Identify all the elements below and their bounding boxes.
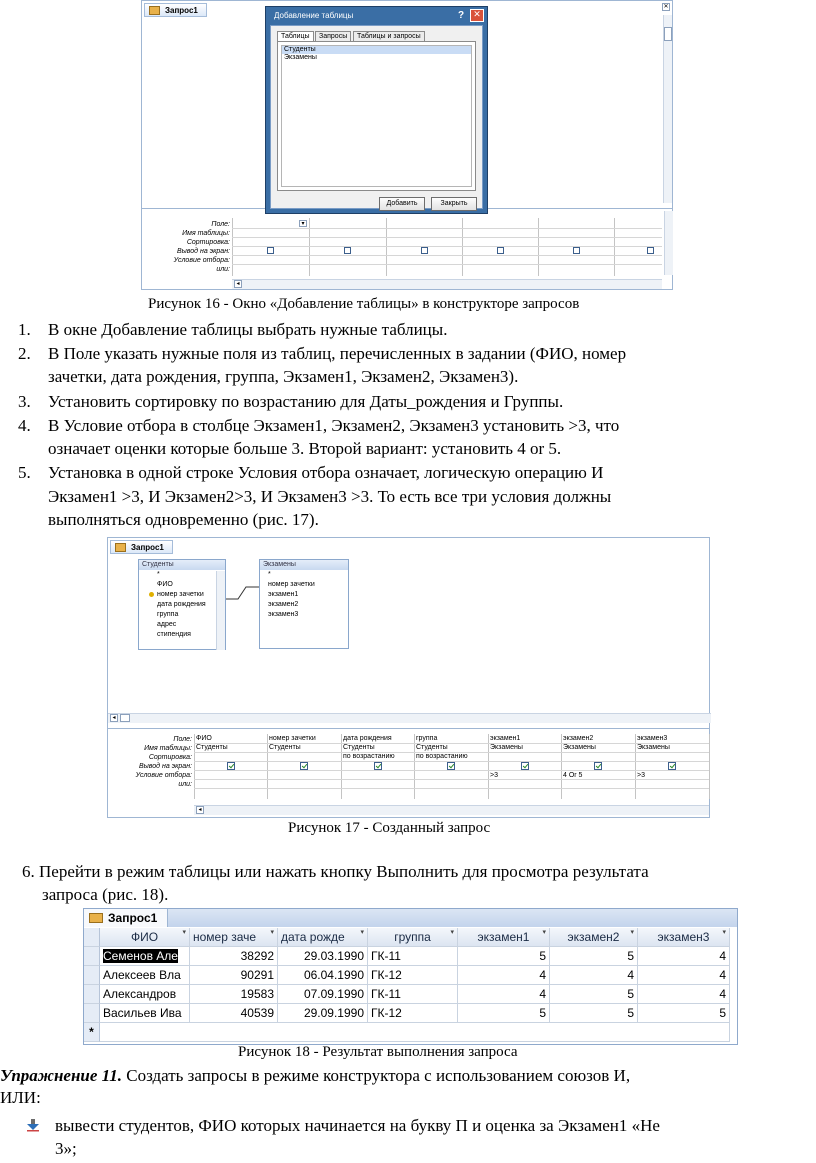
grid-field-cell[interactable]: ФИО <box>196 735 212 742</box>
table-field[interactable]: экзамен3 <box>268 611 299 618</box>
show-checkbox[interactable] <box>374 762 382 770</box>
grid-criteria-cell[interactable]: >3 <box>490 772 498 779</box>
table-cell[interactable]: 5 <box>638 1004 730 1023</box>
grid-criteria-cell[interactable]: 4 Or 5 <box>563 772 583 779</box>
table-cell[interactable]: 5 <box>550 985 638 1004</box>
grid-row-label: Имя таблицы: <box>144 745 192 752</box>
new-record-row[interactable] <box>100 1023 730 1042</box>
figure-17-caption: Рисунок 17 - Созданный запрос <box>288 820 491 836</box>
table-field[interactable]: ФИО <box>157 581 173 588</box>
grid-row-label: Поле: <box>211 221 230 228</box>
show-checkbox[interactable] <box>497 247 504 254</box>
table-field[interactable]: * <box>268 571 271 578</box>
exercise-label: Упражнение 11. <box>0 1066 122 1085</box>
tables-panel <box>277 41 476 191</box>
chevron-down-icon[interactable]: ▾ <box>299 220 307 227</box>
grid-table-cell[interactable]: Экзамены <box>490 744 523 751</box>
help-icon[interactable]: ? <box>457 10 465 21</box>
bullet-item: вывести студентов, ФИО которых начинается на букву П и оценка за Экзамен1 «Не <box>55 1116 660 1135</box>
table-cell[interactable]: 5 <box>458 947 550 966</box>
chevron-down-icon[interactable]: ▾ <box>630 928 634 936</box>
query-tab[interactable]: Запрос1 <box>84 909 168 927</box>
grid-table-cell[interactable]: Студенты <box>416 744 448 751</box>
table-title: Студенты <box>139 560 225 570</box>
show-checkbox[interactable] <box>227 762 235 770</box>
query-design-grid <box>108 728 710 818</box>
table-field[interactable]: экзамен2 <box>268 601 299 608</box>
tab-tables-and-queries[interactable]: Таблицы и запросы <box>353 31 425 42</box>
table-cell[interactable]: Александров <box>100 985 190 1004</box>
figure-17-screenshot <box>107 537 710 818</box>
chevron-left-icon[interactable]: ◂ <box>110 714 118 722</box>
grid-field-cell[interactable]: группа <box>416 735 438 742</box>
table-cell[interactable]: 40539 <box>190 1004 278 1023</box>
list-item-continuation: выполняться одновременно (рис. 17). <box>48 510 319 529</box>
grid-table-cell[interactable]: Студенты <box>269 744 301 751</box>
table-field[interactable]: группа <box>157 611 179 618</box>
table-scrollbar[interactable] <box>216 571 225 650</box>
grid-table-cell[interactable]: Экзамены <box>637 744 670 751</box>
grid-table-cell[interactable]: Студенты <box>343 744 375 751</box>
grid-vertical-scrollbar[interactable] <box>664 211 673 275</box>
table-field[interactable]: номер зачетки <box>139 590 225 600</box>
grid-row-label: Поле: <box>173 736 192 743</box>
grid-row-label: Вывод на экран: <box>138 763 192 770</box>
grid-row-label: Сортировка: <box>148 754 192 761</box>
close-icon[interactable]: ✕ <box>470 9 484 22</box>
grid-row-label: или: <box>216 266 230 273</box>
table-cell[interactable]: 90291 <box>190 966 278 985</box>
row-selector[interactable] <box>84 1004 100 1023</box>
column-header-exam1[interactable]: экзамен1 ▾ <box>458 928 550 947</box>
exams-table-box[interactable] <box>259 559 349 649</box>
grid-row-label: Условие отбора: <box>135 772 192 779</box>
query-tab[interactable]: Запрос1 <box>110 540 173 554</box>
step-6-line: 6. Перейти в режим таблицы или нажать кнопку Выполнить для просмотра результата <box>22 862 649 881</box>
bullet-item-cont: 3»; <box>55 1139 77 1158</box>
table-cell[interactable]: Семенов Але <box>100 947 190 966</box>
table-cell[interactable]: 29.03.1990 <box>278 947 368 966</box>
grid-field-cell[interactable]: экзамен1 <box>490 735 521 742</box>
dialog-body <box>270 25 483 209</box>
show-checkbox[interactable] <box>447 762 455 770</box>
show-checkbox[interactable] <box>647 247 654 254</box>
column-header-exam2[interactable]: экзамен2 ▾ <box>550 928 638 947</box>
table-cell[interactable]: 07.09.1990 <box>278 985 368 1004</box>
list-item-continuation: Экзамен1 >3, И Экзамен2>3, И Экзамен3 >3. То есть все три условия должны <box>48 487 612 506</box>
grid-row-label: Сортировка: <box>186 239 230 246</box>
column-header-exam3[interactable]: экзамен3 ▾ <box>638 928 730 947</box>
grid-row-label: или: <box>178 781 192 788</box>
grid-row-label: Вывод на экран: <box>176 248 230 255</box>
table-cell[interactable]: 4 <box>458 985 550 1004</box>
chevron-down-icon[interactable]: ▾ <box>270 928 274 936</box>
show-checkbox[interactable] <box>573 247 580 254</box>
chevron-down-icon[interactable]: ▾ <box>182 928 186 936</box>
show-checkbox[interactable] <box>267 247 274 254</box>
row-selector[interactable] <box>84 985 100 1004</box>
table-field[interactable]: экзамен1 <box>268 591 299 598</box>
table-cell[interactable]: Алексеев Вла <box>100 966 190 985</box>
figure-16-caption: Рисунок 16 - Окно «Добавление таблицы» в конструкторе запросов <box>148 296 580 312</box>
query-design-grid <box>142 208 673 290</box>
table-cell[interactable]: 19583 <box>190 985 278 1004</box>
tables-list[interactable] <box>281 45 472 187</box>
chevron-down-icon[interactable]: ▾ <box>360 928 364 936</box>
grid-row-label: Условие отбора: <box>173 257 230 264</box>
table-cell[interactable]: 38292 <box>190 947 278 966</box>
table-cell[interactable]: 4 <box>638 985 730 1004</box>
table-cell[interactable]: 5 <box>458 1004 550 1023</box>
new-record-row-selector[interactable]: * <box>84 1023 100 1042</box>
grid-table-cell[interactable]: Студенты <box>196 744 228 751</box>
table-field[interactable]: * <box>157 571 160 578</box>
table-field[interactable]: адрес <box>157 621 177 628</box>
table-cell[interactable]: ГК-12 <box>368 1004 458 1023</box>
table-cell[interactable]: Васильев Ива <box>100 1004 190 1023</box>
grid-horizontal-scrollbar[interactable] <box>232 279 662 289</box>
chevron-down-icon[interactable]: ▾ <box>450 928 454 936</box>
students-table-box[interactable] <box>138 559 226 650</box>
table-cell[interactable]: 4 <box>638 947 730 966</box>
key-icon <box>149 592 154 597</box>
show-checkbox[interactable] <box>421 247 428 254</box>
show-checkbox[interactable] <box>594 762 602 770</box>
column-header-record-book[interactable]: номер заче ▾ <box>190 928 278 947</box>
list-item-continuation: означает оценки которые больше 3. Второй вариант: установить 4 or 5. <box>48 439 562 458</box>
dialog-title: Добавление таблицы <box>274 11 354 20</box>
row-selector[interactable] <box>84 947 100 966</box>
table-cell[interactable]: 5 <box>550 1004 638 1023</box>
close-button[interactable]: Закрыть <box>431 197 477 211</box>
column-header-group[interactable]: группа ▾ <box>368 928 458 947</box>
grid-field-cell[interactable]: экзамен2 <box>563 735 594 742</box>
step-6-line: запроса (рис. 18). <box>42 885 169 904</box>
table-cell[interactable]: 06.04.1990 <box>278 966 368 985</box>
query-icon <box>149 6 160 15</box>
query-header <box>84 909 737 927</box>
chevron-down-icon[interactable]: ▾ <box>542 928 546 936</box>
grid-field-cell[interactable]: экзамен3 <box>637 735 668 742</box>
list-item[interactable]: Экзамены <box>284 54 317 61</box>
list-item[interactable]: Студенты <box>282 46 471 54</box>
upper-horizontal-scrollbar[interactable] <box>108 713 711 723</box>
column-header-fio[interactable]: ФИО ▾ <box>100 928 190 947</box>
table-cell[interactable]: 4 <box>458 966 550 985</box>
grid-row-label: Имя таблицы: <box>182 230 230 237</box>
add-button[interactable]: Добавить <box>379 197 425 211</box>
table-cell[interactable]: ГК-12 <box>368 966 458 985</box>
table-field[interactable]: стипендия <box>157 631 191 638</box>
chevron-left-icon[interactable]: ◂ <box>196 806 204 814</box>
show-checkbox[interactable] <box>300 762 308 770</box>
grid-horizontal-scrollbar[interactable] <box>194 805 709 815</box>
chevron-left-icon[interactable]: ◂ <box>234 280 242 288</box>
tab-tables[interactable]: Таблицы <box>277 31 314 42</box>
table-title: Экзамены <box>260 560 348 570</box>
table-cell[interactable]: 4 <box>638 966 730 985</box>
show-checkbox[interactable] <box>521 762 529 770</box>
grid-field-cell[interactable]: номер зачетки <box>269 735 316 742</box>
grid-criteria-cell[interactable]: >3 <box>637 772 645 779</box>
table-cell[interactable]: ГК-11 <box>368 985 458 1004</box>
figure-18-screenshot <box>83 908 738 1045</box>
query-tab[interactable]: Запрос1 <box>144 3 207 17</box>
table-field[interactable]: номер зачетки <box>268 581 315 588</box>
show-checkbox[interactable] <box>344 247 351 254</box>
list-item-continuation: зачетки, дата рождения, группа, Экзамен1, Экзамен2, Экзамен3). <box>48 367 519 386</box>
figure-18-caption: Рисунок 18 - Результат выполнения запроса <box>238 1044 518 1060</box>
close-query-icon[interactable]: ✕ <box>663 3 669 10</box>
table-cell[interactable]: 5 <box>550 947 638 966</box>
row-selector[interactable] <box>84 966 100 985</box>
table-cell[interactable]: 29.09.1990 <box>278 1004 368 1023</box>
table-field[interactable]: дата рождения <box>157 601 206 608</box>
upper-vertical-scrollbar[interactable] <box>663 15 672 203</box>
exercise-paragraph: Упражнение 11. Создать запросы в режиме конструктора с использованием союзов И, <box>0 1066 631 1085</box>
exercise-paragraph-cont: ИЛИ: <box>0 1088 41 1107</box>
grid-field-cell[interactable]: дата рождения <box>343 735 392 742</box>
chevron-down-icon[interactable]: ▾ <box>722 928 726 936</box>
relationship-line <box>226 578 260 608</box>
query-icon <box>115 543 126 552</box>
column-header-birth-date[interactable]: дата рожде ▾ <box>278 928 368 947</box>
table-cell[interactable]: 4 <box>550 966 638 985</box>
grid-sort-cell[interactable]: по возрастанию <box>416 753 468 760</box>
download-arrow-icon <box>26 1118 40 1132</box>
query-icon <box>89 913 103 923</box>
add-table-dialog <box>265 6 488 214</box>
select-all-corner[interactable] <box>84 928 100 947</box>
tab-queries[interactable]: Запросы <box>315 31 351 42</box>
grid-sort-cell[interactable]: по возрастанию <box>343 753 395 760</box>
table-cell[interactable]: ГК-11 <box>368 947 458 966</box>
show-checkbox[interactable] <box>668 762 676 770</box>
grid-table-cell[interactable]: Экзамены <box>563 744 596 751</box>
